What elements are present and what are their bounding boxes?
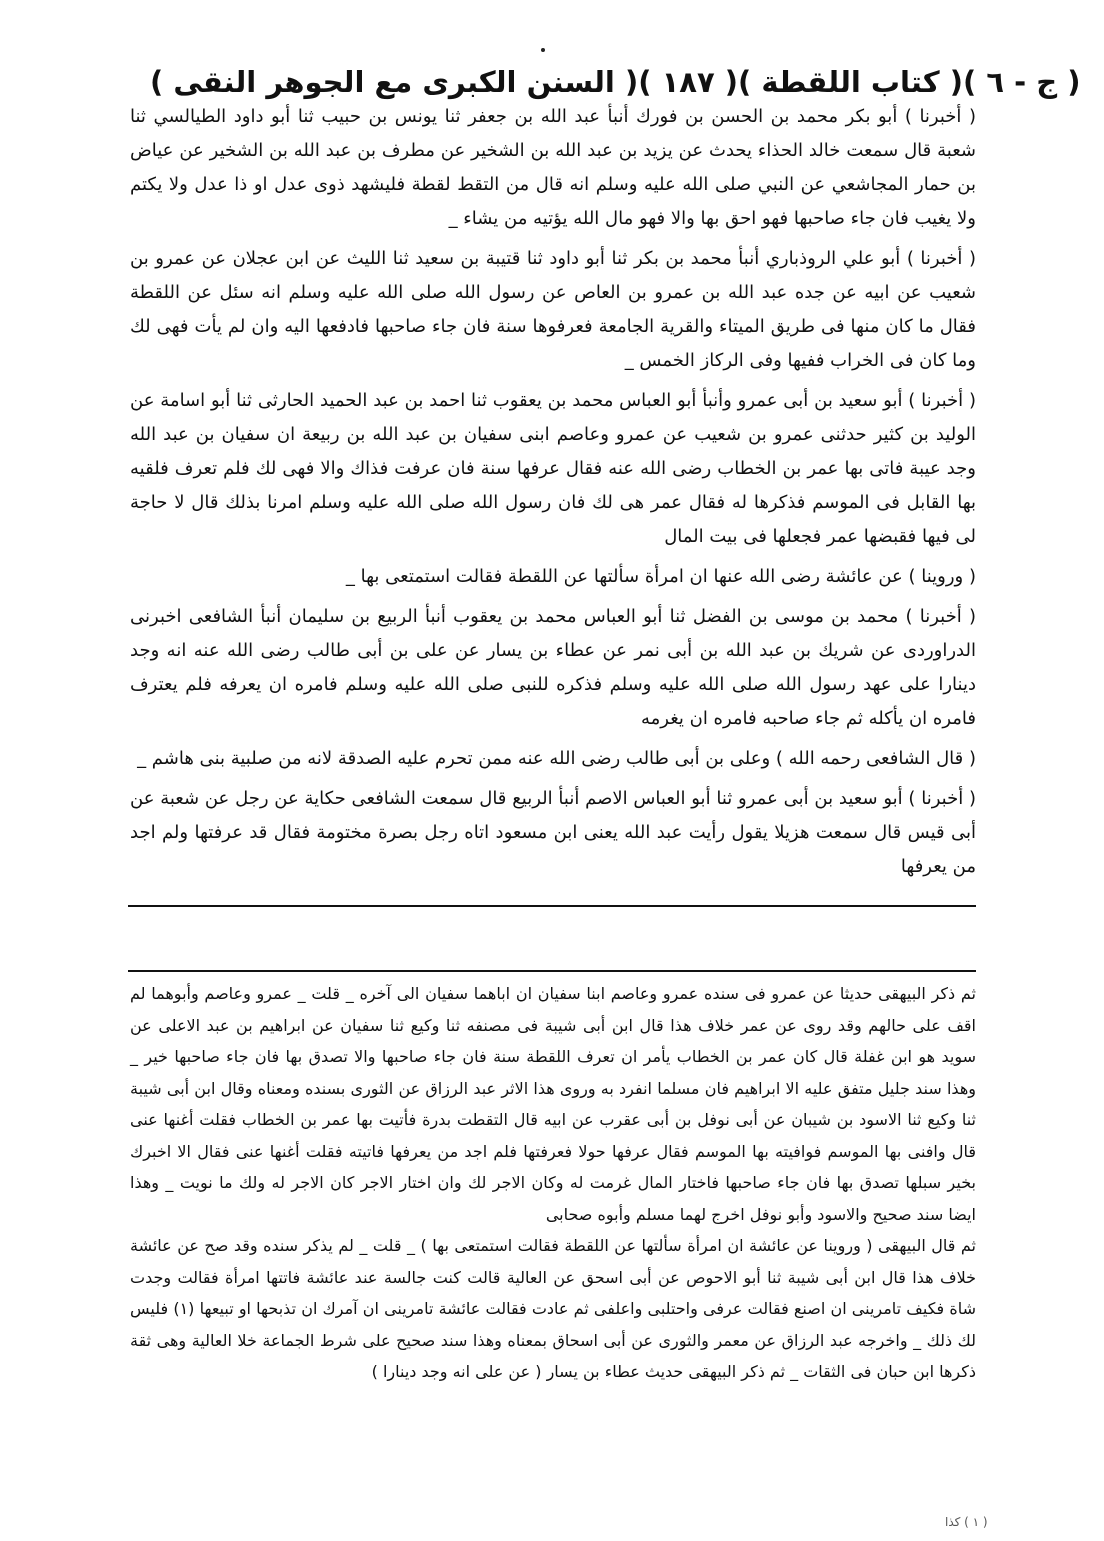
volume-label: ( ج - ٦ ) — [962, 65, 1081, 99]
page-number: ( ١٨٧ ) — [638, 65, 739, 99]
main-paragraph: ( أخبرنا ) أبو سعيد بن أبى عمرو ثنا أبو العباس الاصم أنبأ الربيع قال سمعت الشافعى حكاية عن رجل عن شعبة عن أبى قيس قال سمعت هزيلا يقول رأيت عبد الله يعنى ابن مسعود اتاه رجل بصرة مختومة فقال قد عرفتها ولم اجد من يعرفها — [130, 788, 976, 877]
section-divider-bottom — [128, 970, 976, 972]
commentary-paragraph: ثم ذكر البيهقى حديثا عن عمرو فى سنده عمرو وعاصم ابنا سفيان ان اباهما سفيان الى آخره _ قلت _ عمرو وعاصم وأبوهما لم اقف على حالهم وقد روى عن عمر خلاف هذا قال ابن أبى شيبة فى مصنفه ثنا وكيع ثنا سفيان عن ابراهيم بن عبد الاعلى عن سويد هو ابن غفلة قال كان عمر بن الخطاب يأمر ان تعرف اللقطة سنة فان جاء صاحبها والا تصدق بها فان جاء صاحبها خير _ وهذا سند جليل متفق عليه الا ابراهيم فان مسلما انفرد به وروى هذا الاثر عبد الرزاق عن الثورى بسنده ومعناه وقال ابن أبى شيبة ثنا وكيع ثنا الاسود بن شيبان عن أبى نوفل بن أبى عقرب عن ابيه قال التقطت بدرة فأتيت بها عمر بن الخطاب فقلت أغنها عنى قال وافنى بها الموسم فوافيته بها الموسم فقال عرفها حولا فعرفتها فلم اجد من يعرفها فاتيته فقلت أغنها عنى فقال الا اخبرك بخير سبلها تصدق بها فان جاء صاحبها فاختار المال غرمت له وكان الاجر لك وان اختار الاجر كان الاجر له ولك ما نويت _ وهذا ايضا سند صحيح والاسود وأبو نوفل اخرج لهما مسلم وأبوه صحابى — [130, 984, 976, 1224]
section-divider-top — [128, 905, 976, 907]
book-title: ( السنن الكبرى مع الجوهر النقى ) — [150, 65, 639, 99]
footer-note-mark: ( ١ ) كذا — [945, 1515, 988, 1529]
page-dot-mark — [541, 48, 545, 52]
commentary-text — [130, 978, 976, 1388]
main-paragraph: ( قال الشافعى رحمه الله ) وعلى بن أبى طالب رضى الله عنه ممن تحرم عليه الصدقة لانه من صلبية بنى هاشم _ — [137, 748, 976, 769]
commentary-paragraph: ثم قال البيهقى ( وروينا عن عائشة ان امرأة سألتها عن اللقطة فقالت استمتعى بها ) _ قلت _ لم يذكر سنده وقد صح عن عائشة خلاف هذا قال ابن أبى شيبة ثنا أبو الاحوص عن أبى اسحق عن العالية قالت كنت جالسة عند عائشة فاتتها امرأة فقالت وجدت شاة فكيف تامرينى ان اصنع فقالت عرفى واحتلبى واعلفى ثم عادت فقالت عائشة تامرينى ان آمرك ان تذبحها او تبيعها (١) فليس لك ذلك _ واخرجه عبد الرزاق عن معمر والثورى عن أبى اسحاق بمعناه وهذا سند صحيح على شرط الجماعة خلا العالية وهى ثقة ذكرها ابن حبان فى الثقات _ ثم ذكر البيهقى حديث عطاء بن يسار ( عن على انه وجد دينارا ) — [130, 1236, 977, 1381]
main-paragraph: ( أخبرنا ) أبو علي الروذباري أنبأ محمد بن بكر ثنا أبو داود ثنا قتيبة بن سعيد ثنا الليث عن ابن عجلان عن عمرو بن شعيب عن ابيه عن جده عبد الله بن عمرو بن العاص عن رسول الله صلى الله عليه وسلم انه سئل عن اللقطة فقال ما كان منها فى طريق الميتاء والقرية الجامعة فعرفوها سنة فان جاء صاحبها فادفعها اليه وان لم يأت فهى لك وما كان فى الخراب ففيها وفى الركاز الخمس _ — [130, 248, 976, 371]
main-paragraph: ( وروينا ) عن عائشة رضى الله عنها ان امرأة سألتها عن اللقطة فقالت استمتعى بها _ — [345, 566, 976, 587]
chapter-title: ( كتاب اللقطة ) — [738, 65, 963, 99]
main-paragraph: ( أخبرنا ) أبو سعيد بن أبى عمرو وأنبأ أبو العباس محمد بن يعقوب ثنا احمد بن عبد الحميد الحارثى ثنا أبو اسامة عن الوليد بن كثير حدثنى عمرو بن شعيب عن عمرو وعاصم ابنى سفيان بن عبد الله بن ربيعة ان سفيان بن عبد الله وجد عيبة فاتى بها عمر بن الخطاب رضى الله عنه فقال عرفها سنة فان عرفت فذاك والا فهى لك فلم تعرف فلقيه بها القابل فى الموسم فذكرها له فقال عمر هى لك فان رسول الله صلى الله عليه وسلم امرنا بذلك قال لا حاجة لى فيها فقبضها عمر فجعلها فى بيت المال — [130, 390, 976, 547]
main-paragraph: ( أخبرنا ) محمد بن موسى بن الفضل ثنا أبو العباس محمد بن يعقوب أنبأ الربيع بن سليمان أنبأ الشافعى اخبرنى الدراوردى عن شريك بن عبد الله بن أبى نمر عن عطاء بن يسار عن على بن أبى طالب رضى الله عنه انه وجد دينارا على عهد رسول الله صلى الله عليه وسلم فذكره للنبى صلى الله عليه وسلم فامره ان يعرفه فلم يعترف فامره ان يأكله ثم جاء صاحبه فامره ان يغرمه — [130, 606, 976, 729]
main-text — [130, 100, 976, 890]
running-header — [150, 58, 1081, 106]
main-paragraph: ( أخبرنا ) أبو بكر محمد بن الحسن بن فورك أنبأ عبد الله بن جعفر ثنا يونس بن حبيب ثنا أبو داود الطيالسي ثنا شعبة قال سمعت خالد الحذاء يحدث عن يزيد بن عبد الله بن الشخير عن مطرف بن عبد الله بن الشخير عن عياض بن حمار المجاشعي عن النبي صلى الله عليه وسلم انه قال من التقط لقطة فليشهد ذوى عدل او ذا عدل ولا يكتم ولا يغيب فان جاء صاحبها فهو احق بها والا فهو مال الله يؤتيه من يشاء _ — [130, 106, 976, 229]
